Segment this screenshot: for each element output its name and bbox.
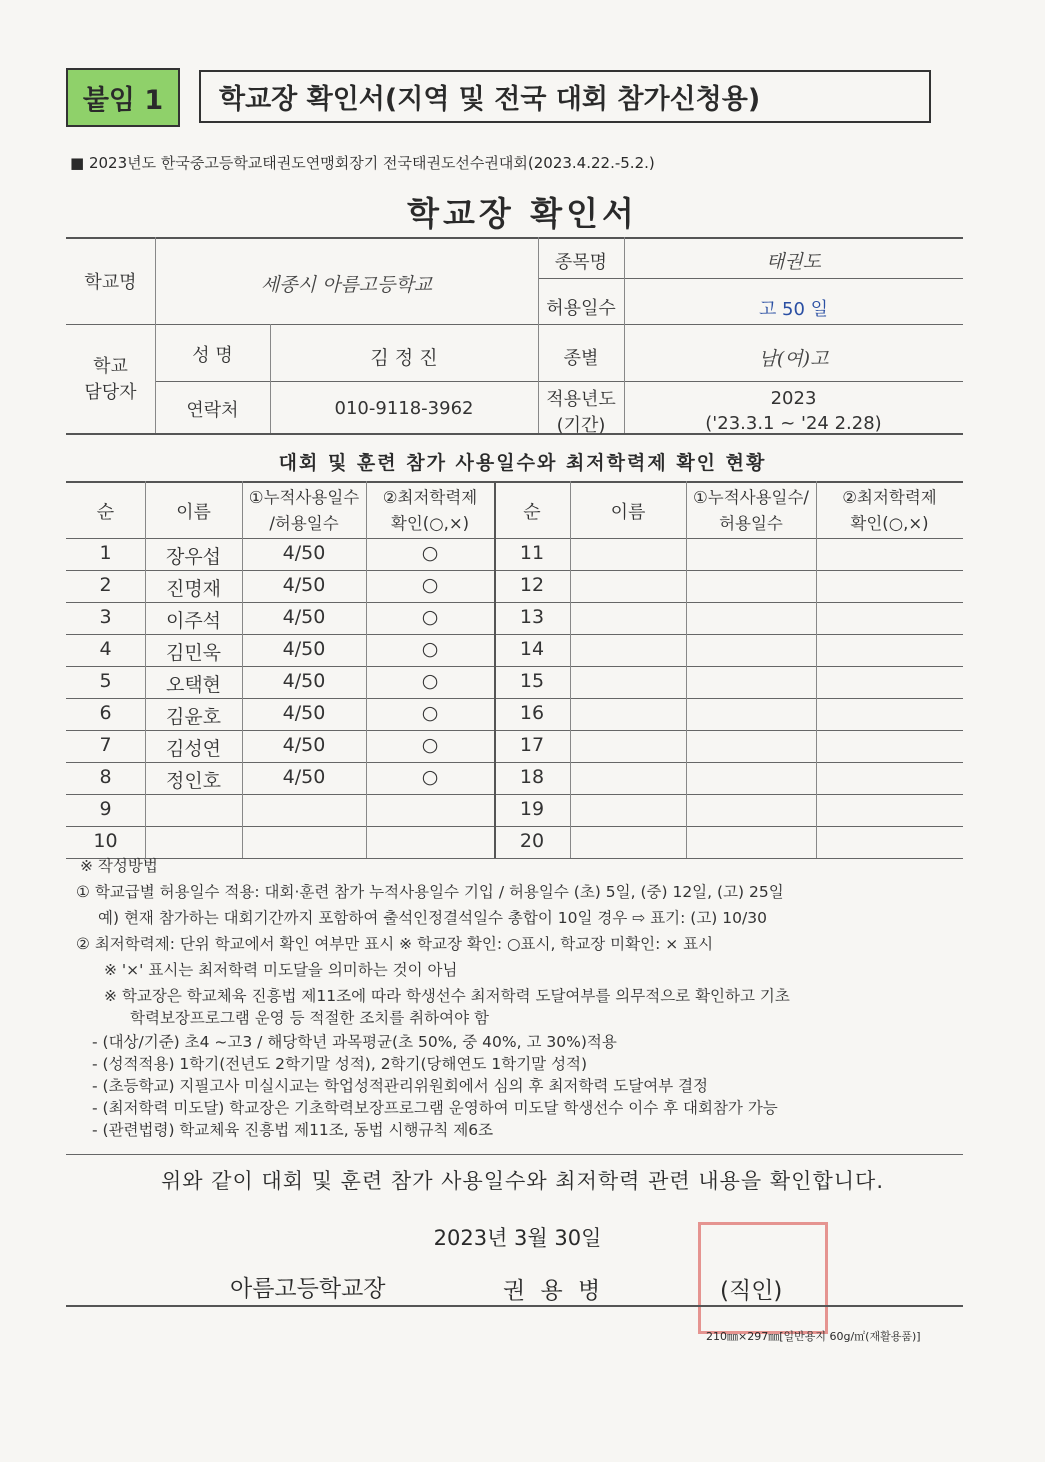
- note-line: ② 최저학력제: 단위 학교에서 확인 여부만 표시 ※ 학교장 확인: ○표시, 학교장 미확인: × 표시: [76, 935, 714, 953]
- table-cell-no2: 14: [519, 638, 545, 660]
- manager-label: 학교: [93, 356, 128, 377]
- manager-label: 담당자: [84, 382, 137, 403]
- paper-spec: 210㎜×297㎜[일반용지 60g/㎡(재활용품)]: [706, 1330, 921, 1343]
- table-cell-no: 7: [99, 734, 112, 756]
- year-value: 2023: [770, 388, 817, 409]
- table-cell-no: 3: [99, 606, 112, 628]
- table-cell-check: ○: [421, 542, 439, 564]
- table-cell-check: ○: [421, 670, 439, 692]
- note-line: - (최저학력 미도달) 학교장은 기초학력보장프로그램 운영하여 미도달 학생선수 이수 후 대회참가 가능: [92, 1099, 778, 1117]
- table-cell-check: ○: [421, 606, 439, 628]
- allowed-days-label: 허용일수: [546, 298, 616, 319]
- note-line: ※ 작성방법: [80, 857, 158, 875]
- table-cell-check: ○: [421, 766, 439, 788]
- table-cell-no2: 13: [519, 606, 545, 628]
- table-header-line: [66, 538, 963, 539]
- period-label: (기간): [556, 415, 606, 436]
- confirm-date: 2023년 3월 30일: [433, 1226, 602, 1250]
- table-cell-no2: 18: [519, 766, 545, 788]
- table-cell-days: 4/50: [282, 574, 326, 596]
- table-row-line: [66, 730, 963, 731]
- note-line: 학력보장프로그램 운영 등 적절한 조치를 취하여야 함: [130, 1009, 489, 1027]
- attachment-label: [66, 68, 180, 127]
- year-label: 적용년도: [546, 389, 616, 410]
- school-label: 학교명: [84, 272, 137, 293]
- table-row-line: [66, 698, 963, 699]
- name-value: 김 정 진: [370, 347, 438, 369]
- info-line: [538, 278, 963, 279]
- table-cell-no: 6: [99, 702, 112, 724]
- note-line: ① 학교급별 허용일수 적용: 대회·훈련 참가 누적사용일수 기입 / 허용일수 (초) 5일, (중) 12일, (고) 25일: [76, 883, 784, 901]
- table-cell-no: 5: [99, 670, 112, 692]
- note-line: - (성적적용) 1학기(전년도 2학기말 성적), 2학기(당해연도 1학기말 성적): [92, 1055, 588, 1073]
- footer-line: [66, 1305, 963, 1307]
- table-cell-no2: 20: [519, 830, 545, 852]
- note-line: 예) 현재 참가하는 대회기간까지 포함하여 출석인정결석일수 총합이 10일 경우 ⇨ 표기: (고) 10/30: [98, 909, 767, 927]
- table-cell-days: 4/50: [282, 670, 326, 692]
- sport-label: 종목명: [554, 252, 608, 273]
- contact-label: 연락처: [186, 400, 239, 421]
- seal-label: (직인): [720, 1278, 783, 1304]
- table-col-divider: [816, 481, 817, 858]
- table-header-cell: 순: [96, 502, 115, 523]
- table-cell-no2: 17: [519, 734, 545, 756]
- table-row-line: [66, 666, 963, 667]
- table-cell-name: 김민욱: [165, 642, 222, 664]
- table-cell-no: 10: [93, 830, 118, 852]
- table-cell-check: ○: [421, 734, 439, 756]
- table-cell-name: 장우섭: [165, 546, 222, 568]
- table-row-line: [66, 858, 963, 859]
- note-line: ※ '×' 표시는 최저학력 미도달을 의미하는 것이 아님: [104, 961, 458, 979]
- note-line: - (초등학교) 지필고사 미실시교는 학업성적관리위원회에서 심의 후 최저학력 도달여부 결정: [92, 1077, 709, 1095]
- table-header-cell: ②최저학력제: [842, 488, 937, 507]
- table-cell-days: 4/50: [282, 702, 326, 724]
- attachment-text: 붙임 1: [82, 85, 164, 116]
- table-cell-no: 2: [99, 574, 112, 596]
- table-header-cell: 허용일수: [719, 514, 783, 533]
- name-label: 성 명: [192, 345, 233, 366]
- table-header-cell: ①누적사용일수: [248, 488, 360, 507]
- table-cell-days: 4/50: [282, 606, 326, 628]
- table-cell-check: ○: [421, 574, 439, 596]
- table-cell-no2: 11: [519, 542, 545, 564]
- table-cell-no2: 16: [519, 702, 545, 724]
- table-header-cell: 확인(○,×): [850, 514, 929, 533]
- info-line: [66, 324, 963, 325]
- info-top-line: [66, 237, 963, 239]
- school-value: 세종시 아름고등학교: [260, 274, 433, 296]
- table-cell-days: 4/50: [282, 542, 326, 564]
- note-line: - (대상/기준) 초4 ~고3 / 해당학년 과목평균(초 50%, 중 40%, 고 30%)적용: [92, 1033, 617, 1051]
- principal-title: 아름고등학교장: [230, 1276, 386, 1302]
- table-col-divider: [686, 481, 687, 858]
- table-row-line: [66, 762, 963, 763]
- confirm-statement: 위와 같이 대회 및 훈련 참가 사용일수와 최저학력 관련 내용을 확인합니다.: [160, 1169, 884, 1193]
- table-cell-no: 8: [99, 766, 112, 788]
- table-cell-no: 9: [99, 798, 112, 820]
- table-header-cell: ②최저학력제: [382, 488, 478, 507]
- table-cell-name: 진명재: [165, 578, 222, 600]
- table-cell-no2: 19: [519, 798, 545, 820]
- table-header-cell: 순: [523, 502, 541, 523]
- table-header-cell: 확인(○,×): [390, 514, 470, 533]
- table-cell-name: 김윤호: [165, 706, 222, 728]
- period-value: ('23.3.1 ~ '24 2.28): [705, 413, 882, 434]
- table-row-line: [66, 794, 963, 795]
- sport-value: 태권도: [765, 251, 822, 273]
- notes-bottom-line: [66, 1154, 963, 1155]
- table-cell-name: 김성연: [165, 738, 222, 760]
- table-cell-name: 오택현: [165, 674, 222, 696]
- form-title: 학교장 확인서(지역 및 전국 대회 참가신청용): [219, 84, 761, 115]
- table-cell-no2: 12: [519, 574, 545, 596]
- table-header-cell: /허용일수: [269, 514, 339, 533]
- table-cell-no: 1: [99, 542, 112, 564]
- table-col-divider: [570, 481, 571, 858]
- principal-name: 권 용 병: [503, 1278, 605, 1304]
- table-row-line: [66, 570, 963, 571]
- table-cell-days: 4/50: [282, 638, 326, 660]
- allowed-days-value: 고 50 일: [758, 299, 829, 320]
- table-cell-check: ○: [421, 638, 439, 660]
- event-line: ■ 2023년도 한국중고등학교태권도연맹회장기 전국태권도선수권대회(2023.4.22.-5.2.): [70, 154, 655, 172]
- table-cell-name: 이주석: [165, 610, 222, 632]
- table-cell-no2: 15: [519, 670, 545, 692]
- table-cell-name: 정인호: [165, 770, 222, 792]
- note-line: ※ 학교장은 학교체육 진흥법 제11조에 따라 학생선수 최저학력 도달여부를 의무적으로 확인하고 기초: [104, 987, 790, 1005]
- info-line: [155, 381, 963, 382]
- table-row-line: [66, 826, 963, 827]
- table-cell-check: ○: [421, 702, 439, 724]
- table-row-line: [66, 602, 963, 603]
- type-value: 남(여)고: [758, 348, 829, 370]
- type-label: 종별: [563, 348, 599, 369]
- table-cell-days: 4/50: [282, 734, 326, 756]
- table-header-cell: 이름: [176, 502, 211, 523]
- table-row-line: [66, 634, 963, 635]
- section-title: 대회 및 훈련 참가 사용일수와 최저학력제 확인 현황: [278, 452, 767, 474]
- form-title-box: [199, 70, 931, 123]
- table-header-cell: ①누적사용일수/: [693, 488, 809, 507]
- table-header-cell: 이름: [610, 502, 646, 523]
- contact-value: 010-9118-3962: [334, 398, 474, 419]
- table-cell-no: 4: [99, 638, 112, 660]
- table-top-line: [66, 481, 963, 483]
- table-cell-days: 4/50: [282, 766, 326, 788]
- document-title: 학교장 확인서: [407, 194, 638, 233]
- note-line: - (관련법령) 학교체육 진흥법 제11조, 동법 시행규칙 제6조: [92, 1121, 494, 1139]
